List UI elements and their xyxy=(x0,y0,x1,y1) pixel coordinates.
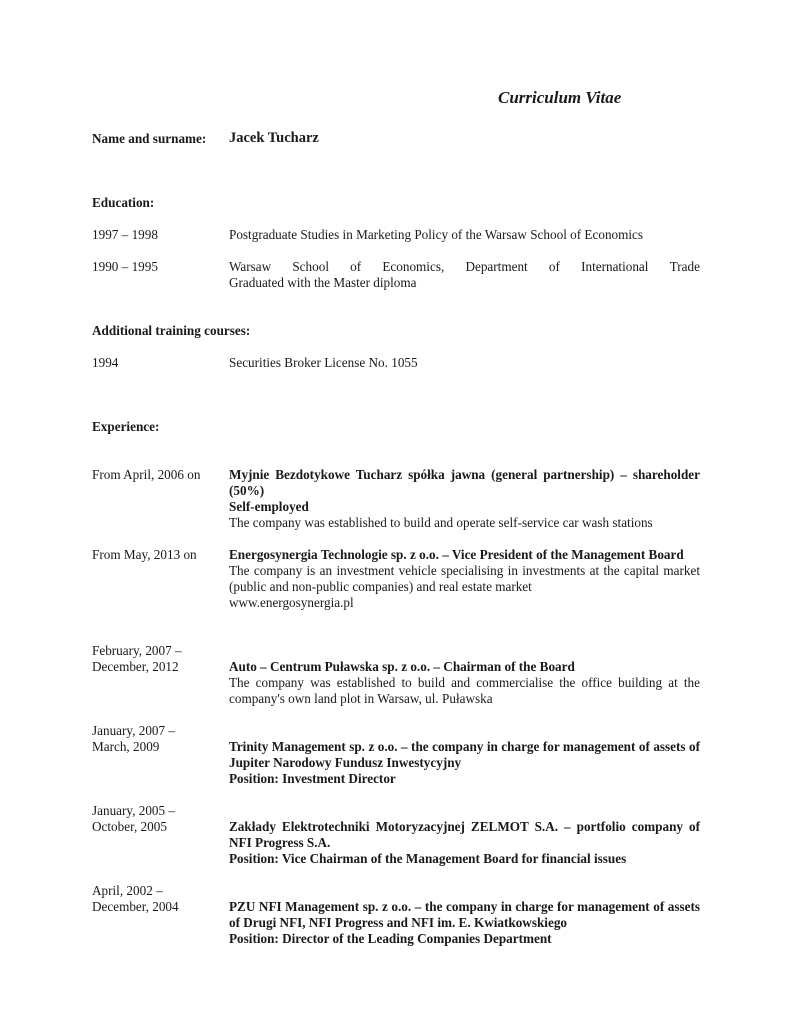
name-label: Name and surname: xyxy=(92,131,207,146)
experience-company: Myjnie Bezdotykowe Tucharz spółka jawna (general partnership) – shareholder (50%) xyxy=(229,467,700,498)
experience-desc xyxy=(229,467,700,531)
experience-desc xyxy=(229,739,700,787)
word: Department xyxy=(465,259,528,274)
experience-desc xyxy=(229,547,700,611)
education-date: 1997 – 1998 xyxy=(92,227,158,242)
date-line: December, 2012 xyxy=(92,659,179,674)
date-line: March, 2009 xyxy=(92,739,160,754)
experience-text: The company was established to build and commercialise the office building at the company's own land plot in Warsaw, ul. Puławska xyxy=(229,675,700,706)
education-date: 1990 – 1995 xyxy=(92,259,158,274)
experience-text: The company is an investment vehicle specialising in investments at the capital market (public and non-public companies) and real estate market xyxy=(229,563,700,594)
experience-desc xyxy=(229,819,700,867)
education-text xyxy=(229,259,700,291)
experience-company: Trinity Management sp. z o.o. – the company in charge for management of assets of Jupiter Narodowy Fundusz Inwestycyjny xyxy=(229,739,700,770)
education-line: Graduated with the Master diploma xyxy=(229,275,417,290)
experience-date: From May, 2013 on xyxy=(92,547,197,562)
experience-position: Position: Director of the Leading Companies Department xyxy=(229,931,552,946)
experience-desc xyxy=(229,899,700,947)
word: International xyxy=(581,259,649,274)
word: of xyxy=(548,259,560,274)
experience-position: Position: Vice Chairman of the Management Board for financial issues xyxy=(229,851,627,866)
training-heading: Additional training courses: xyxy=(92,323,251,338)
date-line: October, 2005 xyxy=(92,819,167,834)
experience-heading: Experience: xyxy=(92,419,160,434)
experience-company: PZU NFI Management sp. z o.o. – the company in charge for management of assets of Drugi NFI, NFI Progress and NFI im. E. Kwiatkowskiego xyxy=(229,899,700,930)
experience-role: – Vice President of the Management Board xyxy=(442,547,684,562)
training-text: Securities Broker License No. 1055 xyxy=(229,355,418,370)
experience-company: Zakłady Elektrotechniki Motoryzacyjnej ZELMOT S.A. – portfolio company of NFI Progress S.A. xyxy=(229,819,700,850)
experience-text: The company was established to build and operate self-service car wash stations xyxy=(229,515,653,530)
experience-company: Auto – Centrum Puławska sp. z o.o. – Chairman of the Board xyxy=(229,659,575,674)
date-line: February, 2007 – xyxy=(92,643,182,658)
education-heading: Education: xyxy=(92,195,155,210)
document-title: Curriculum Vitae xyxy=(498,88,622,107)
experience-company-name: Energosynergia Technologie sp. z o.o. xyxy=(229,547,439,562)
name-value: Jacek Tucharz xyxy=(229,130,319,146)
experience-date xyxy=(92,803,222,835)
experience-date xyxy=(92,643,222,675)
word: Economics, xyxy=(382,259,445,274)
experience-date xyxy=(92,883,222,915)
experience-position: Position: Investment Director xyxy=(229,771,396,786)
date-line: December, 2004 xyxy=(92,899,179,914)
date-line: January, 2007 – xyxy=(92,723,176,738)
education-line-justified xyxy=(229,259,700,275)
experience-company xyxy=(229,547,700,563)
word: Warsaw xyxy=(229,259,272,274)
experience-date: From April, 2006 on xyxy=(92,467,201,482)
experience-desc xyxy=(229,659,700,707)
experience-url: www.energosynergia.pl xyxy=(229,595,354,610)
education-text: Postgraduate Studies in Marketing Policy of the Warsaw School of Economics xyxy=(229,227,644,242)
date-line: April, 2002 – xyxy=(92,883,163,898)
word: Trade xyxy=(669,259,700,274)
experience-date xyxy=(92,723,222,755)
word: of xyxy=(350,259,362,274)
experience-position: Self-employed xyxy=(229,499,309,514)
date-line: January, 2005 – xyxy=(92,803,176,818)
training-date: 1994 xyxy=(92,355,119,370)
word: School xyxy=(292,259,329,274)
